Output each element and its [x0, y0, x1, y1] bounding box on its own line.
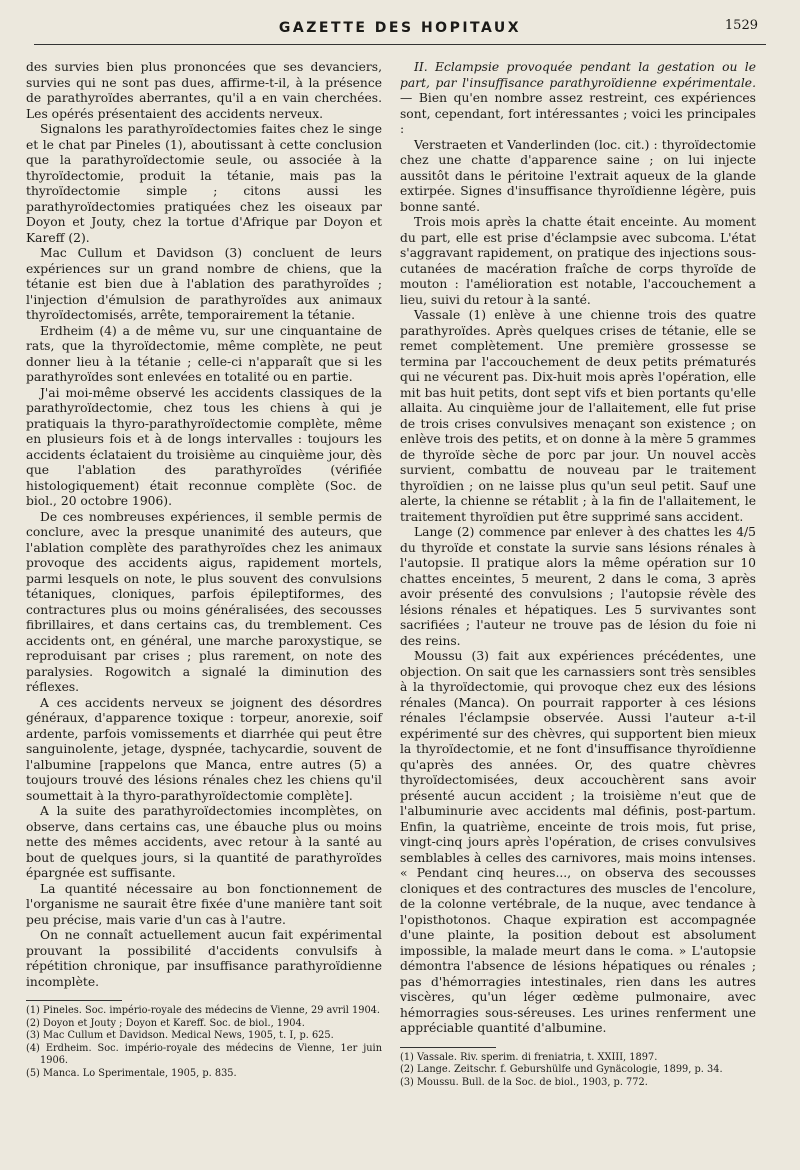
footnote: (2) Doyon et Jouty ; Doyon et Kareff. Soc. de biol., 1904.: [26, 1017, 305, 1029]
footnote-rule: [26, 1000, 122, 1001]
header-rule: [34, 44, 766, 45]
footnote: (3) Mac Cullum et Davidson. Medical News, 1905, t. I, p. 625.: [26, 1030, 334, 1041]
paragraph: On ne connaît actuellement aucun fait expérimental prouvant la possibilité d'accidents convulsifs à répétition chronique, par insuffisance parathyroïdienne incomplète.: [26, 928, 382, 989]
paragraph: des survies bien plus prononcées que ses devanciers, survies qui ne sont pas dues, affirme-t-il, à la présence de parathyroïdes aberrantes, qu'il a en vain cherchées. Les opérés présentaient des accidents nerveux.: [26, 60, 382, 121]
footnote-rule: [400, 1047, 496, 1048]
paragraph: Mac Cullum et Davidson (3) concluent de leurs expériences sur un grand nombre de chiens, que la tétanie est bien due à l'ablation des parathyroïdes ; l'injection d'émulsion de parathyroïdes aux animaux thyroïdectomisés, arrête, temporairement la tétanie.: [26, 246, 382, 322]
page-number: 1529: [724, 18, 758, 33]
paragraph: La quantité nécessaire au bon fonctionnement de l'organisme ne saurait être fixée d'une manière tant soit peu précise, mais varie d'un cas à l'autre.: [26, 881, 382, 927]
paragraph: Trois mois après la chatte était enceinte. Au moment du part, elle est prise d'éclampsie avec subcoma. L'état s'aggravant rapidement, on pratique des injections sous-cutanées de macération fraîche de corps thyroïde de mouton : l'amélioration est notable, l'accouchement a lieu, suivi du retour à la santé.: [400, 215, 756, 307]
paragraph: A ces accidents nerveux se joignent des désordres généraux, d'apparence toxique : torpeur, anorexie, soif ardente, parfois vomissements et diarrhée qui peut être sanguinolente, jetage, dyspnée, tachycardie, souvent de l'albumine [rappelons que Manca, entre autres (5) a toujours trouvé des lésions rénales chez les chiens qu'il soumettait à la thyro-parathyroïdectomie complète].: [26, 695, 382, 803]
footnote: (2) Lange. Zeitschr. f. Geburshülfe und Gynäcologie, 1899, p. 34.: [400, 1064, 723, 1075]
paragraph: Lange (2) commence par enlever à des chattes les 4/5 du thyroïde et constate la survie sans lésions rénales à l'autopsie. Il pratique alors la même opération sur 10 chattes enceintes, 5 meurent, 2 dans le coma, 3 après avoir présenté des convulsions ; l'autopsie révèle des lésions rénales et hépatiques. Les 5 survivantes sont sacrifiées ; l'auteur ne trouve pas de lésion du foie ni des reins.: [400, 525, 756, 648]
footnote: (1) Vassale. Riv. sperim. di freniatria, t. XXIII, 1897.: [400, 1051, 658, 1063]
footnote: (3) Moussu. Bull. de la Soc. de biol., 1903, p. 772.: [400, 1076, 648, 1088]
paragraph: Vassale (1) enlève à une chienne trois des quatre parathyroïdes. Après quelques crises de tétanie, elle se remet complètement. Une première grossesse se termina par l'accouchement de deux petits prématurés qui ne vécurent pas. Dix-huit mois après l'opération, elle mit bas huit petits, dont sept vifs et bien portants qu'elle allaita. Au cinquième jour de l'allaitement, elle fut prise de trois crises convulsives menaçant son existence ; on enlève trois des petits, et on donne à la mère 5 grammes de thyroïde sèche de porc par jour. Un nouvel accès survient, combattu de nouveau par le traitement thyroïdien ; on ne laisse plus qu'un seul petit. Sauf une alerte, la chienne se rétablit ; à la fin de l'allaitement, le traitement thyroïdien put être supprimé sans accident.: [400, 308, 756, 524]
running-title: GAZETTE DES HOPITAUX: [278, 20, 522, 36]
footnotes: [26, 1005, 382, 1080]
footnotes: [400, 1052, 756, 1090]
footnote: (5) Manca. Lo Sperimentale, 1905, p. 835.: [26, 1067, 237, 1079]
paragraph: De ces nombreuses expériences, il semble permis de conclure, avec la presque unanimité des auteurs, que l'ablation complète des parathyroïdes chez les animaux provoque des accidents aigus, rapidement mortels, parmi lesquels on note, le plus souvent des convulsions tétaniques, cloniques, parfois épileptiformes, des contractures plus ou moins généralisées, des secousses fibrillaires, et dans certains cas, du tremblement. Ces accidents ont, en général, une marche paroxystique, se reproduisant par crises ; plus rarement, on note des paralysies. Rogowitch a signalé la diminution des réflexes.: [26, 509, 382, 694]
paragraph: A la suite des parathyroïdectomies incomplètes, on observe, dans certains cas, une ébauche plus ou moins nette des mêmes accidents, avec retour à la santé au bout de quelques jours, si la quantité de parathyroïdes épargnée est suffisante.: [26, 804, 382, 880]
footnote: (4) Erdheim. Soc. império-royale des médecins de Vienne, 1er juin 1906.: [26, 1042, 382, 1066]
left-column: [26, 60, 382, 1080]
right-column: [400, 60, 756, 1089]
section-title: II. Eclampsie provoquée pendant la gestation ou le part, par l'insuffisance parathyroïdienne expérimentale.: [400, 60, 756, 90]
paragraph: Erdheim (4) a de même vu, sur une cinquantaine de rats, que la thyroïdectomie, même complète, ne peut donner lieu à la tétanie ; celle-ci n'apparaît que si les parathyroïdes sont enlevées en totalité ou en partie.: [26, 323, 382, 384]
section-title-continuation: — Bien qu'en nombre assez restreint, ces expériences sont, cependant, fort intéressantes ; voici les principales :: [400, 91, 756, 136]
paragraph: J'ai moi-même observé les accidents classiques de la parathyroïdectomie, chez tous les chiens à qui je pratiquais la thyro-parathyroïdectomie complète, même en plusieurs fois et à de longs intervalles : toujours les accidents éclataient du troisième au cinquième jour, dès que l'ablation des parathyroïdes (vérifiée histologiquement) était reconnue complète (Soc. de biol., 20 octobre 1906).: [26, 385, 382, 508]
paragraph: Moussu (3) fait aux expériences précédentes, une objection. On sait que les carnassiers sont très sensibles à la thyroïdectomie, qui provoque chez eux des lésions rénales (Manca). On pourrait rapporter à ces lésions rénales l'éclampsie observée. Aussi l'auteur a-t-il expérimenté sur des chèvres, qui supportent bien mieux la thyroïdectomie, et ne font d'insuffisance thyroïdienne qu'après des années. Or, des quatre chèvres thyroïdectomisées, deux accouchèrent sans avoir présenté aucun accident ; la troisième n'eut que de l'albuminurie avec accidents mal définis, post-partum. Enfin, la quatrième, enceinte de trois mois, fut prise, vingt-cinq jours après l'opération, de crises convulsives semblables à celles des carnivores, mais moins intenses. « Pendant cinq heures..., on observa des secousses cloniques et des contractures des muscles de l'encolure, de la colonne vertébrale, de la nuque, avec tendance à l'opisthotonos. Chaque expiration est accompagnée d'une plainte, la position debout est absolument impossible, la malade meurt dans le coma. » L'autopsie démontra l'absence de lésions hépatiques ou rénales ; pas d'hémorragies intestinales, rien dans les autres viscères, qu'un léger œdème pulmonaire, avec hémorragies sous-séreuses. Les urines renferment une appréciable quantité d'albumine.: [400, 649, 756, 1035]
page-header: [0, 18, 800, 42]
paragraph: Signalons les parathyroïdectomies faites chez le singe et le chat par Pineles (1), aboutissant à cette conclusion que la parathyroïdectomie seule, ou associée à la thyroïdectomie, produit la tétanie, mais pas la thyroïdectomie simple ; citons aussi les parathyroïdectomies pratiquées chez les oiseaux par Doyon et Jouty, chez la tortue d'Afrique par Doyon et Kareff (2).: [26, 122, 382, 245]
paragraph: Verstraeten et Vanderlinden (loc. cit.) : thyroïdectomie chez une chatte d'apparence saine ; on lui injecte aussitôt dans le péritoine l'extrait aqueux de la glande extirpée. Signes d'insuffisance thyroïdienne légère, puis bonne santé.: [400, 137, 756, 214]
section-heading: [400, 60, 756, 138]
footnote: (1) Pineles. Soc. império-royale des médecins de Vienne, 29 avril 1904.: [26, 1005, 381, 1016]
